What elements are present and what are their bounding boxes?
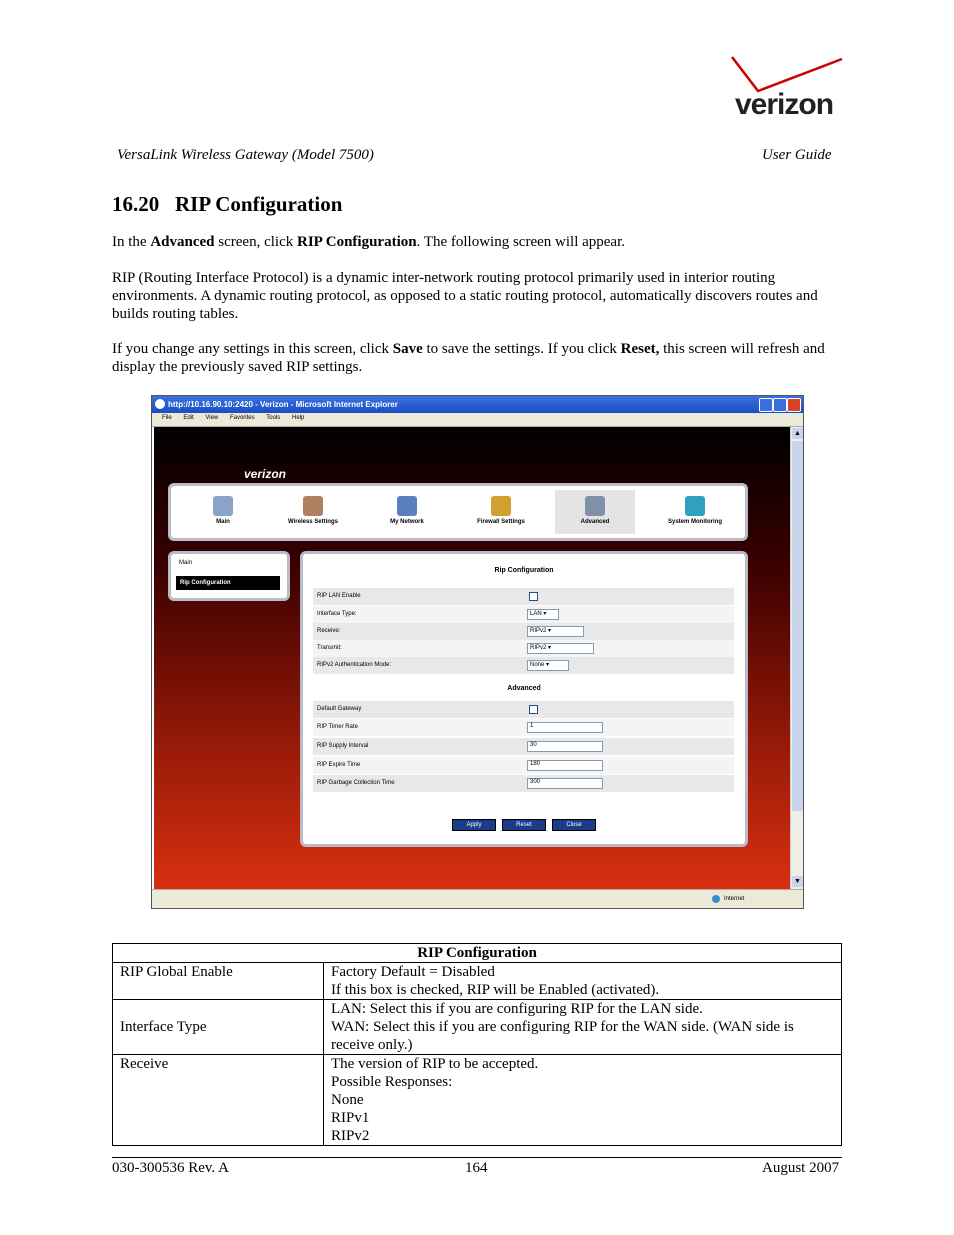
table-row: RIP Global Enable Factory Default = Disabled If this box is checked, RIP will be Enabled (activated). [113,963,842,1000]
status-zone: Internet [724,896,745,902]
footer-date: August 2007 [762,1160,840,1176]
expire-time-input[interactable]: 180 [527,760,603,771]
vertical-scrollbar[interactable] [790,427,804,889]
interface-type-select[interactable]: LAN ▾ [527,609,559,620]
row-expire-time: RIP Expire Time 180 [313,757,734,775]
side-item-rip-configuration[interactable]: Rip Configuration [176,576,280,590]
intro-paragraph: In the Advanced screen, click RIP Configuration. The following screen will appear. [112,234,626,250]
nav-my-network[interactable]: My Network [367,496,447,525]
rip-lan-enable-checkbox[interactable] [529,592,538,601]
table-caption: RIP Configuration [113,944,842,963]
receive-select[interactable]: RIPv2 ▾ [527,626,584,637]
row-receive: Receive: RIPv2 ▾ [313,623,734,641]
menu-bar [152,413,803,427]
default-gateway-checkbox[interactable] [529,705,538,714]
garbage-time-input[interactable]: 300 [527,778,603,789]
verizon-logo [730,55,845,125]
monitor-icon [685,496,705,516]
nav-wireless[interactable]: Wireless Settings [273,496,353,525]
page-brand: verizon [244,467,287,481]
row-transmit: Transmit: RIPv2 ▾ [313,640,734,658]
footer-rule [112,1157,842,1158]
reset-button[interactable]: Reset [502,819,546,831]
nav-advanced[interactable]: Advanced [555,490,635,534]
table-row: Receive The version of RIP to be accepted. Possible Responses: None RIPv1 RIPv2 [113,1055,842,1146]
nav-system-monitoring[interactable]: System Monitoring [655,496,735,525]
apply-button[interactable]: Apply [452,819,496,831]
auth-mode-select[interactable]: None ▾ [527,660,569,671]
menu-favorites[interactable]: Favorites [229,415,255,421]
top-nav [168,483,748,541]
timer-rate-input[interactable]: 1 [527,722,603,733]
scroll-up-icon[interactable]: ▲ [792,428,803,439]
menu-tools[interactable]: Tools [266,415,281,421]
row-rip-lan-enable: RIP LAN Enable [313,588,734,606]
section-number: 16.20 [112,192,160,216]
scroll-thumb[interactable] [792,441,803,811]
browser-titlebar [152,396,803,413]
form-title: Rip Configuration [494,567,554,574]
section-heading [112,192,342,217]
logo-text: verizon [735,88,834,121]
scroll-down-icon[interactable]: ▼ [792,876,803,887]
row-interface-type: Interface Type: LAN ▾ [313,606,734,624]
main-icon [213,496,233,516]
menu-view[interactable]: View [205,415,219,421]
footer-doc-number: 030-300536 Rev. A [112,1160,229,1176]
browser-screenshot [151,395,804,909]
menu-help[interactable]: Help [291,415,305,421]
nav-main[interactable]: Main [183,496,263,525]
header-right: User Guide [762,147,832,163]
supply-interval-input[interactable]: 30 [527,741,603,752]
footer-page-number: 164 [465,1160,488,1176]
maximize-icon[interactable] [773,398,787,412]
header-left: VersaLink Wireless Gateway (Model 7500) [117,147,374,163]
minimize-icon[interactable] [759,398,773,412]
network-icon [397,496,417,516]
close-icon[interactable] [787,398,801,412]
row-auth-mode: RIPv2 Authentication Mode: None ▾ [313,657,734,675]
firewall-icon [491,496,511,516]
row-garbage-time: RIP Garbage Collection Time 300 [313,775,734,793]
advanced-title: Advanced [507,685,541,692]
table-row: Interface Type LAN: Select this if you are configuring RIP for the LAN side. WAN: Select this if you are configuring RIP for the WAN side. (WAN side is receive only.) [113,1000,842,1055]
menu-file[interactable]: File [162,415,172,421]
nav-firewall[interactable]: Firewall Settings [461,496,541,525]
window-title: http://10.16.90.10:2420 - Verizon - Microsoft Internet Explorer [168,400,398,409]
globe-icon [712,895,720,903]
section-title: RIP Configuration [175,192,343,216]
status-bar [152,889,803,909]
rip-description: RIP (Routing Interface Protocol) is a dynamic inter-network routing protocol primarily used in interior routing environments. A dynamic routing protocol, as opposed to a static routing protocol, automatically discovers routes and builds routing tables. [112,270,818,322]
wireless-icon [303,496,323,516]
rip-form [300,551,748,847]
page-viewport [154,427,790,889]
rip-spec-table [112,943,842,1146]
row-supply-interval: RIP Supply Interval 30 [313,738,734,756]
save-reset-paragraph: If you change any settings in this screen, click Save to save the settings. If you click Reset, this screen will refresh and display the previously saved RIP settings. [112,341,825,375]
transmit-select[interactable]: RIPv2 ▾ [527,643,594,654]
side-menu [168,551,290,601]
close-button[interactable]: Close [552,819,596,831]
side-item-main[interactable]: Main [179,560,193,566]
row-timer-rate: RIP Timer Rate 1 [313,719,734,737]
ie-icon [155,399,165,409]
advanced-icon [585,496,605,516]
row-default-gateway: Default Gateway [313,701,734,719]
menu-edit[interactable]: Edit [183,415,194,421]
